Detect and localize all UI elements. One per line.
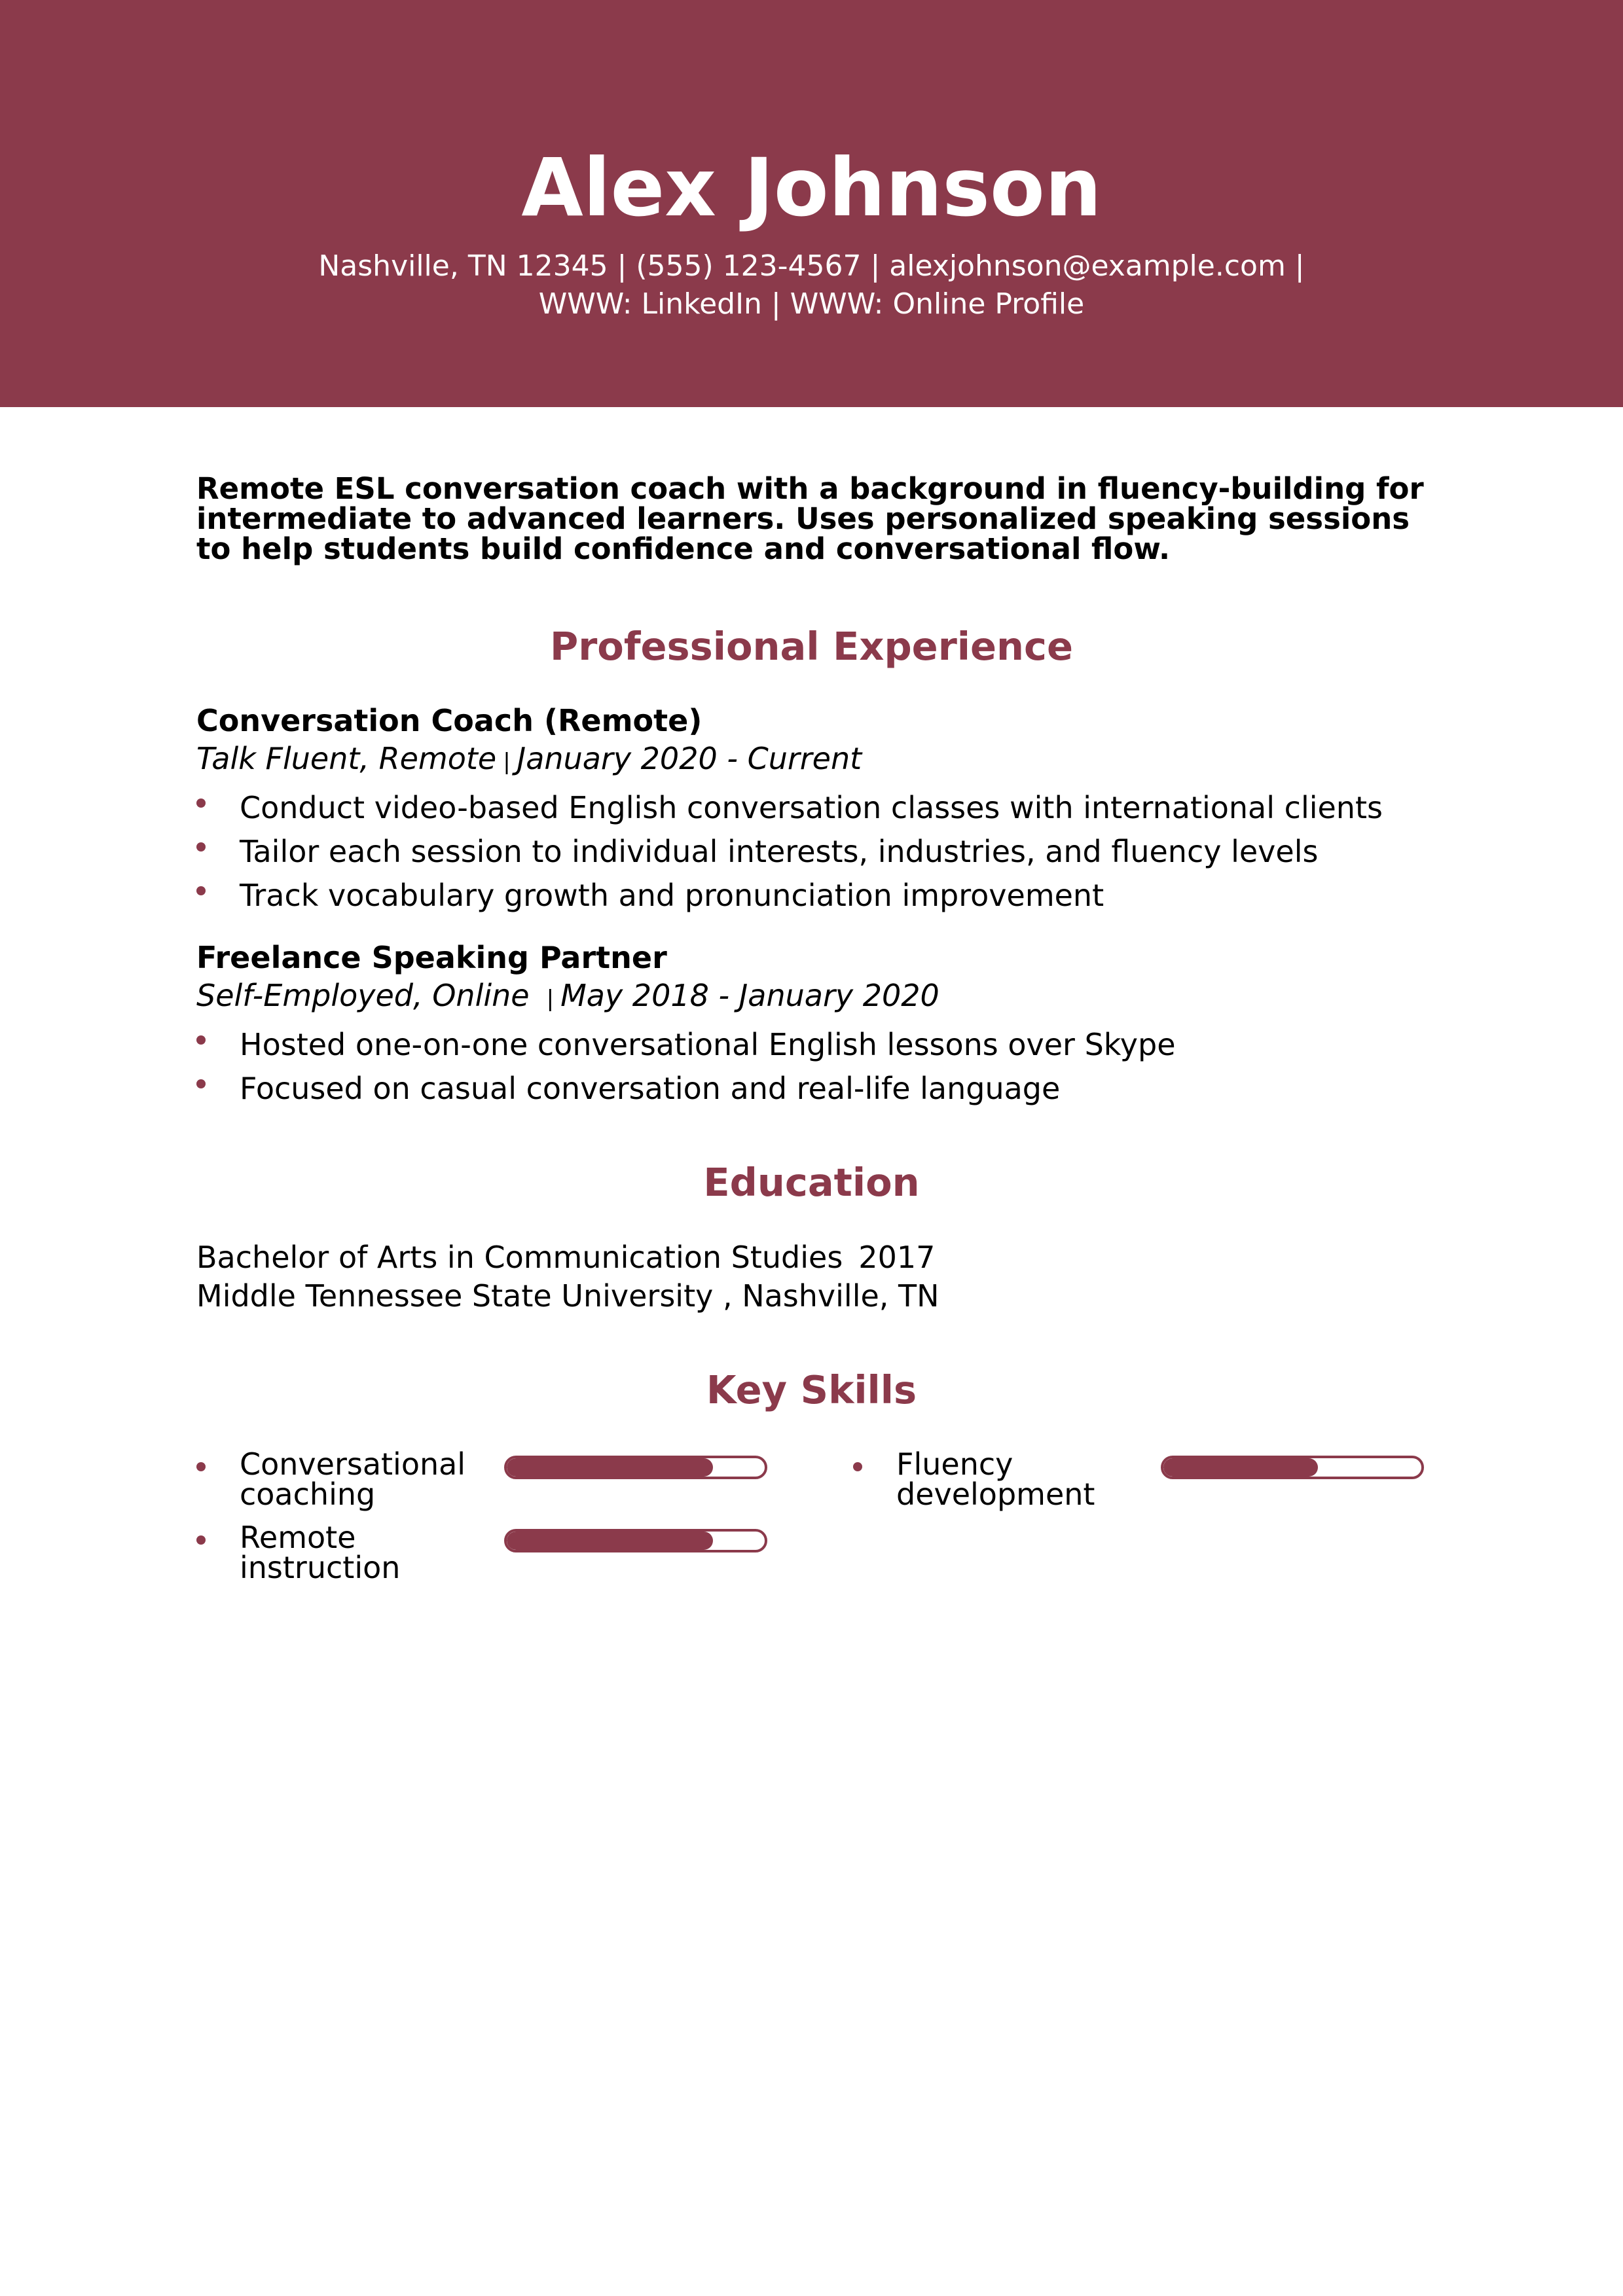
job-dates: May 2018 - January 2020	[560, 978, 939, 1013]
skill-item	[196, 1446, 825, 1524]
contact-line-2: WWW: LinkedIn | WWW: Online Profile	[538, 287, 1085, 321]
skill-label: Conversational coaching	[240, 1446, 466, 1512]
skill-item	[196, 1520, 825, 1597]
bullet-text: Hosted one-on-one conversational English lessons over Skype	[240, 1027, 1176, 1062]
skill-level-bar	[504, 1456, 767, 1479]
list-item	[196, 1023, 1473, 1067]
job-title: Conversation Coach (Remote)	[196, 703, 702, 738]
bullet-icon	[196, 842, 206, 852]
bullet-icon	[196, 886, 206, 895]
skill-level-fill	[1163, 1458, 1318, 1477]
section-title-skills: Key Skills	[706, 1367, 917, 1412]
contact-info	[0, 247, 1623, 323]
skill-level-fill	[507, 1458, 713, 1477]
education-degree-row	[196, 1238, 939, 1277]
job-bullet-list	[196, 786, 1473, 918]
education-entry	[196, 1238, 939, 1316]
job-meta	[196, 740, 862, 781]
bullet-text: Conduct video-based English conversation classes with international clients	[240, 790, 1383, 825]
education-school: Middle Tennessee State University , Nashville, TN	[196, 1278, 939, 1314]
bullet-text: Focused on casual conversation and real-life language	[240, 1071, 1061, 1106]
list-item	[196, 830, 1473, 874]
job-dates: January 2020 - Current	[517, 741, 862, 776]
professional-summary: Remote ESL conversation coach with a background in fluency-building for intermediate to advanced learners. Uses personalized speaking sessions to help students build confidence and conversational flow.	[196, 471, 1424, 566]
job-meta-separator: |	[503, 749, 511, 775]
job-meta-separator: |	[546, 986, 555, 1012]
job-title: Freelance Speaking Partner	[196, 940, 667, 975]
bullet-icon	[196, 1079, 206, 1088]
skill-label: Fluency development	[896, 1446, 1095, 1512]
bullet-icon	[196, 1035, 206, 1045]
education-year: 2017	[858, 1240, 936, 1275]
list-item	[196, 786, 1473, 830]
bullet-icon	[196, 1462, 206, 1471]
candidate-name: Alex Johnson	[521, 141, 1102, 234]
skill-level-bar	[1161, 1456, 1424, 1479]
contact-line-1: Nashville, TN 12345 | (555) 123-4567 | alexjohnson@example.com |	[318, 249, 1305, 283]
bullet-icon	[853, 1462, 862, 1471]
section-title-education: Education	[703, 1160, 920, 1205]
skill-level-bar	[504, 1529, 767, 1552]
list-item	[196, 1067, 1473, 1111]
section-title-experience: Professional Experience	[549, 624, 1074, 669]
job-employer: Self-Employed, Online	[196, 978, 530, 1013]
bullet-text: Track vocabulary growth and pronunciation improvement	[240, 878, 1104, 913]
job-bullet-list	[196, 1023, 1473, 1111]
skill-item	[853, 1446, 1482, 1524]
bullet-icon	[196, 1535, 206, 1545]
bullet-text: Tailor each session to individual interests, industries, and fluency levels	[240, 834, 1319, 869]
list-item	[196, 874, 1473, 918]
job-meta	[196, 977, 939, 1018]
skill-label: Remote instruction	[240, 1520, 401, 1585]
education-degree: Bachelor of Arts in Communication Studies	[196, 1240, 843, 1275]
bullet-icon	[196, 798, 206, 808]
job-employer: Talk Fluent, Remote	[196, 741, 497, 776]
skill-level-fill	[507, 1532, 713, 1550]
